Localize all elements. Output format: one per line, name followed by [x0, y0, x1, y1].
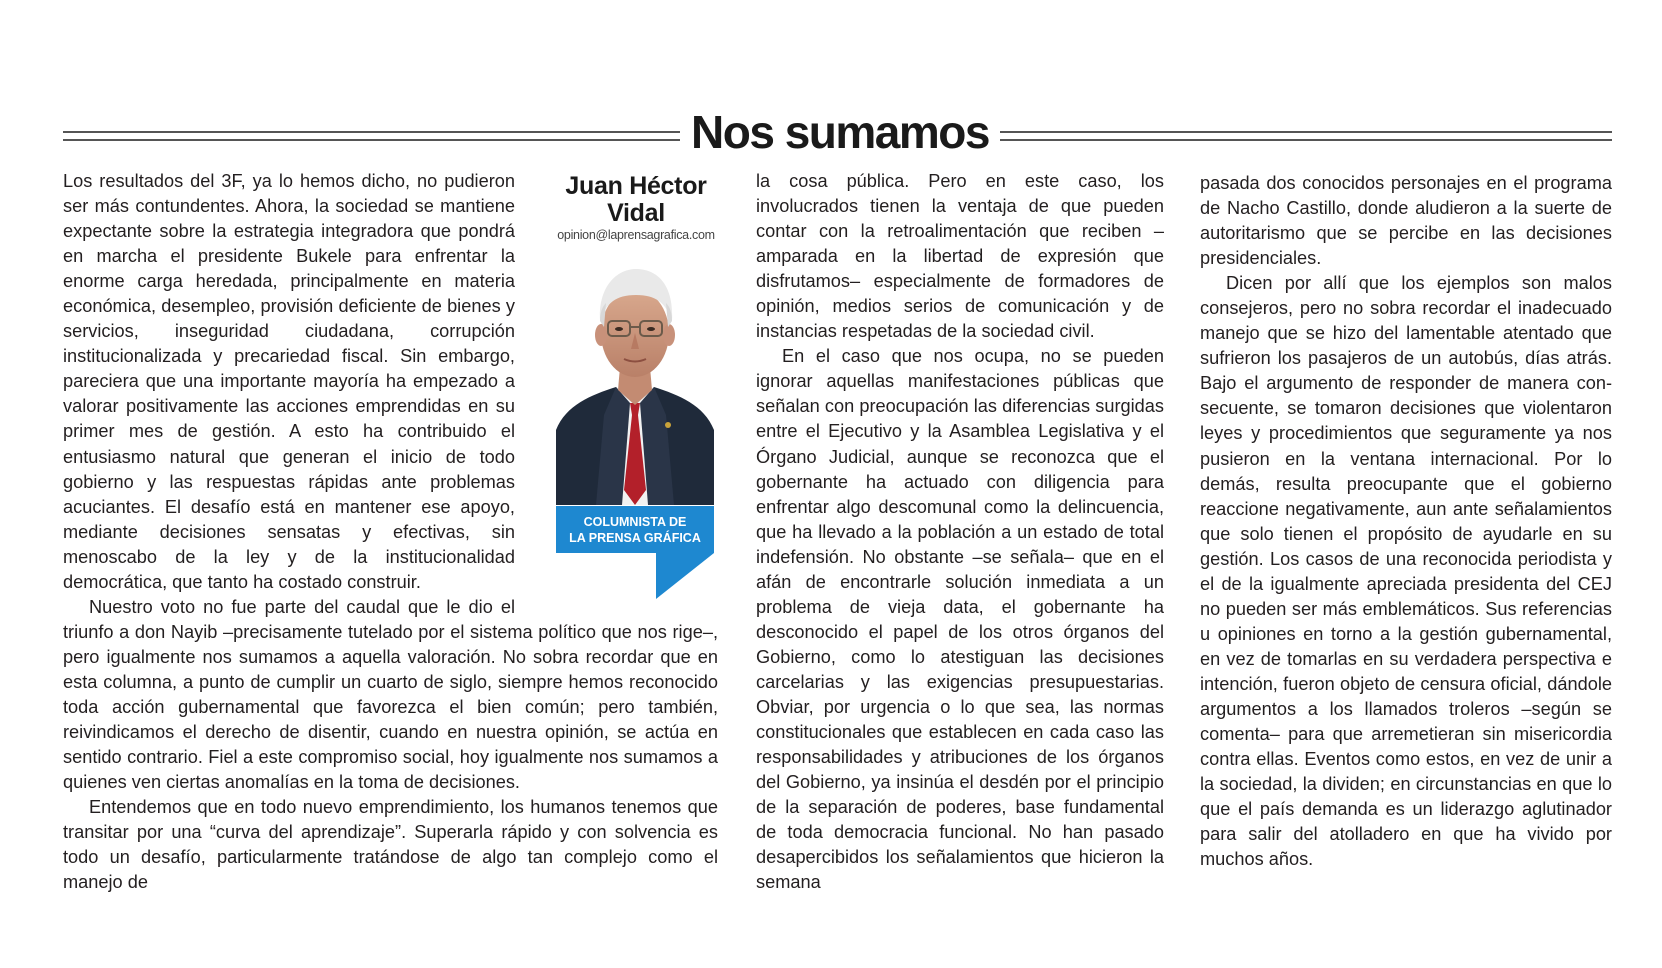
paragraph: pasada dos conocidos personajes en el programa de Nacho Castillo, donde aludieron a la suerte de autoritarismo que se percibe en las decisiones presidenciales.	[1200, 173, 1612, 269]
paragraph: Nuestro voto no fue parte del caudal que le dio el triunfo a don Nayib –precisamente tutelado por el sistema político que nos rige–, pero igualmente nos sumamos a aquella valoración. No sobra recordar que en esta columna, a punto de cumplir un cuarto de siglo, siempre hemos reconocido toda acción gubernamental que favorezca el bien común; pero también, reivindicamos el derecho de disentir, cuando en nuestra opinión, se actúa en sentido contrario. Fiel a este compromiso social, hoy igualmente nos sumamos a quienes ven ciertas anomalías en la toma de decisiones.	[63, 596, 718, 793]
banner-arrow-icon	[656, 553, 714, 599]
headline-rule-left	[63, 131, 680, 141]
banner-line1: COLUMNISTA DE	[583, 514, 687, 529]
headline: Nos sumamos	[691, 106, 989, 158]
paragraph: Dicen por allí que los ejemplos son malos consejeros, pero no sobra recordar el inadecuado manejo que se hizo del lamentable atentado que sufrieron los pasajeros de un autobús, días atrás. Bajo el argumento de responder de manera consecuente, se tomaron decisiones que violentaron leyes y procedimientos que seguramente ya nos pusieron en la ventana internacional. Por lo demás, resulta preocupante que el gobierno reaccione negativamente, aun ante señalamientos que solo tienen el propósito de ayudarle en su gestión. Los casos de una reconocida periodista y el de la igualmente apreciada presidenta del CEJ no pueden ser más emblemáticos. Sus referencias u opiniones en torno a la gestión gubernamental, en vez de tomarlas en su verdadera perspectiva e intención, fueron objeto de censura oficial, dándole argumentos a los llamados troleros –según se comenta– para que arremetieran sin misericordia contra ellas. Eventos como estos, en vez de unir a la sociedad, la dividen; en circunstancias en que lo que el país demanda es un liderazgo aglutinador para salir del atolladero en que ha vivido por muchos años.	[1200, 273, 1612, 870]
paragraph: Entendemos que en todo nuevo emprendimiento, los humanos tenemos que transitar por una “curva del aprendizaje”. Superarla rápido y con solvencia es todo un desafío, particularmente tratándose de algo tan complejo como el manejo de	[63, 797, 718, 893]
author-portrait-illustration	[556, 255, 714, 505]
author-name-line1: Juan Héctor	[565, 172, 707, 200]
banner-line2: LA PRENSA GRÁFICA	[569, 530, 701, 545]
author-photo	[556, 255, 714, 505]
author-email: opinion@laprensagrafica.com	[557, 228, 715, 242]
author-name-line2: Vidal	[607, 199, 665, 227]
column-2	[756, 169, 1164, 895]
column-3	[1200, 171, 1612, 872]
paragraph: la cosa pública. Pero en este caso, los involucrados tienen la ventaja de que pueden contar con la retroalimentación que reciben –amparada en la libertad de expresión que disfrutamos– especialmente de formadores de opinión, medios serios de comunicación y de instancias respetadas de la sociedad civil.	[756, 171, 1164, 342]
paragraph: Los resultados del 3F, ya lo hemos dicho, no pudieron ser más contundentes. Ahora, la sociedad se mantiene expectante sobre la estrategia integradora que pondrá en marcha el presidente Bukele para enfrentar la enorme carga heredada, principalmente en materia económica, desempleo, provisión deficiente de bienes y servicios, inseguridad ciudadana, corrupción institucionalizada y precariedad fiscal. Sin embargo, pareciera que una importante mayoría ha empezado a valorar positivamente las acciones emprendidas en su primer mes de gestión. A esto ha contribuido el entusiasmo natural que generan el inicio de todo gobierno y las respuestas rápidas ante problemas acuciantes. El desafío está en mantener ese apoyo, mediante decisiones sensatas y efectivas, sin menoscabo de la ley y de la institucionalidad democrática, que tanto ha costado construir.	[63, 171, 515, 592]
paragraph: En el caso que nos ocupa, no se pueden ignorar aquellas manifestaciones públicas que señalan con preocupación las diferencias surgidas entre el Ejecutivo y la Asamblea Legislativa y el Órgano Judicial, aunque se reconozca que el gobernante ha actuado con diligencia para enfrentar algo descomunal como la delincuencia, que ha llevado a la población a un estado de total indefensión. No obstante –se señala– que en el afán de encontrarle solución inmediata a un problema de vieja data, el gobernante ha desconocido el papel de los otros órganos del Gobierno, como lo atestiguan las decisiones carcelarias y las exigencias presupuestarias. Obviar, por urgencia o lo que sea, las normas constitucionales que establecen en cada caso las responsabilidades y atribuciones de los órganos del Gobierno, ya insinúa el desdén por el principio de la separación de poderes, base fundamental de toda democracia funcional. No han pasado desapercibidos los señalamientos que hicieron la semana	[756, 346, 1164, 893]
author-name	[556, 173, 716, 227]
headline-rule-right	[1000, 131, 1612, 141]
columnist-banner	[556, 506, 714, 553]
